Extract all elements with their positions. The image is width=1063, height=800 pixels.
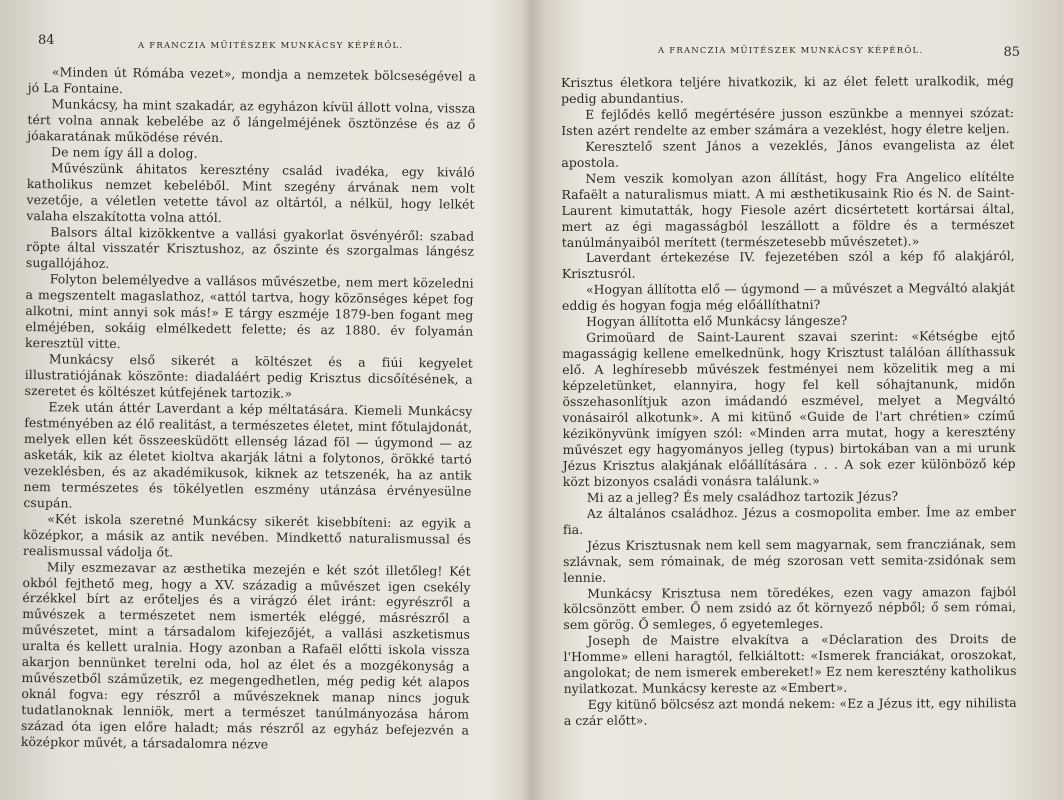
paragraph: Joseph de Maistre elvakítva a «Déclaration des Droits de l'Homme» elleni haragtól, felkiáltott: «Ismerek franciákat, oroszokat, angolokat; de nem ismerek embereket!» Ez nem keresztény katholikus nyilatkozat. Munkácsy kereste az «Embert». [563, 631, 1017, 697]
paragraph: Munkácsy első sikerét a költészet és a fiúi kegyelet illustratiójának köszönte: diadaláért pedig Krisztus dicsőítésének, a szeretet és költészet kútfejének tartozik.» [24, 351, 473, 401]
page-body [561, 73, 1017, 729]
page-body [21, 64, 476, 755]
paragraph: Az általános családhoz. Jézus a cosmopolita ember. Íme az ember fia. [562, 503, 1016, 537]
paragraph: Mily eszmezavar az æsthetika mezején e két szót illetőleg! Két okból fejthető meg, hogy a XV. századig a művészet igen csekély érzékkel bírt az erőteljes és a virágzó élet iránt: egyrészről a művészek a természetet nem ismerték eléggé, másrészről a művészetet, mint a társadalom kifejezőjét, a vallási aszketismus uralta és kellett uralnia. Hogy azonban a Rafaël előtti iskola vissza akarjon bennünket terelni oda, hol az élet és a mozgékonyság a művészetből száműzetik, ez megengedhetlen, még pedig két alapos oknál fogva: egy részről a művészeknek manap nincs joguk tudatlanoknak lenniök, mert a természet tanúlmányozása három század óta igen előre haladt; más részről az egyház befejezvén a középkor művét, a társadalomra nézve [20, 558, 471, 752]
paragraph: Krisztus életkora teljére hivatkozik, ki az élet felett uralkodik, még pedig abundantius. [561, 73, 1015, 106]
paragraph: Grimoüard de Saint-Laurent szavai szerint: «Kétségbe ejtő magasságig kellene emelkednünk, hogy Krisztust találóan állíthassuk elő. A leghíresebb művészek festményei nem közelitik meg a mi képzeletünket, elannyira, hogy fel kell sóhajtanunk, midőn összehasonlítjuk azon imádandó eszmével, melyet a Megváltó vonásairól alkotunk». A mi kitünő «Guide de l'art chrétien» czímű kézikönyvünk imígyen szól: «Minden arra mutat, hogy a keresztény művészet egy hagyományos jelleg (typus) birtokában van a mi urunk Jézus Krisztus alakjának előállítására . . . A sok ezer különböző kép közt bizonyos családi vonásra találunk.» [562, 328, 1016, 489]
right-page [530, 0, 1063, 800]
paragraph: Hogyan állította elő Munkácsy lángesze? [586, 313, 848, 330]
page-number: 84 [38, 33, 55, 48]
paragraph: «Két iskola szeretné Munkácsy sikerét kisebbíteni: az egyik a középkor, a másik az antik nevében. Mindkettő naturalismussal és realismussal vádolja őt. [22, 510, 472, 560]
paragraph: Művészünk áhitatos keresztény család ivadéka, egy kiváló katholikus nemzet kebeléből. Mint szegény árvának nem volt vezetője, a véletlen vetette távol az oltártól, a nélkül, hogy lelkét valaha elszakította volna attól. [26, 159, 475, 225]
running-head: A FRANCZIA MŰITÉSZEK MUNKÁCSY KÉPÉRŐL. [138, 41, 404, 51]
paragraph: E fejlődés kellő megértésére jusson eszünkbe a mennyei szózat: Isten azért rendelte az ember számára a vezeklést, hogy életre keljen. [561, 104, 1015, 138]
left-page [0, 0, 522, 800]
paragraph: Mi az a jelleg? És mely családhoz tartozik Jézus? [586, 488, 899, 505]
paragraph: Keresztelő szent János a vezeklés, János evangelista az élet apostola. [561, 136, 1015, 170]
paragraph: Munkácsy, ha mint szakadár, az egyházon kívül állott volna, vissza tért volna annak kebelébe az ő lángelméjének ösztönzése és az ő jóakaratának működése révén. [27, 96, 476, 145]
paragraph: Laverdant értekezése IV. fejezetében szól a kép fő alakjáról, Krisztusról. [561, 248, 1015, 282]
paragraph: «Minden út Rómába vezet», mondja a nemzetek bölcseségével a jó La Fontaine. [27, 64, 476, 96]
paragraph: Balsors által kizökkentve a vallási gyakorlat ösvényéről: szabad röpte által visszatér Krisztushoz, az őszinte és szorgalmas lángész sugallójához. [25, 223, 475, 272]
paragraph: Egy kitünő bölcsész azt mondá nekem: «Ez a Jézus itt, egy nihilista a czár előtt». [563, 695, 1017, 729]
paragraph: Nem veszik komolyan azon állítást, hogy Fra Angelico elítélte Rafaëlt a naturalismus miatt. A mi æsthetikusaink Rio és N. de Saint-Laurent kimutatták, hogy Fiesole azért dicsértetett kortársai által, mert az égi magasságból leszállott a földre és a természet tanúlmányaiból merített (természetesebb művészetet).» [561, 168, 1015, 250]
paragraph: Munkácsy Krisztusa nem töredékes, ezen vagy amazon fajból kölcsönzött ember. Ő nem zsidó az őt környező népből; ő sem római, sem görög. Ő semleges, ő egyetemleges. [563, 583, 1017, 633]
paragraph: «Hogyan állította elő — úgymond — a művészet a Megváltó alakját eddig és hogyan fogja még előállíthatni? [561, 280, 1015, 314]
page-number: 85 [1003, 45, 1020, 60]
paragraph: Folyton belemélyedve a vallásos művészetbe, nem mert közeledni a megszentelt magaslathoz, «attól tartva, hogy közönséges képet fog alkotni, mint annyi sok más!» E tárgy eszméje 1879-ben fogant meg elméjében, sokáig elmélkedett felette; és az 1880. év folyamán keresztül vitte. [25, 271, 474, 352]
paragraph: Jézus Krisztusnak nem kell sem magyarnak, sem francziának, sem szlávnak, sem rómainak, de még szorosan vett semita-zsidónak sem lennie. [563, 535, 1017, 585]
running-head: A FRANCZIA MŰITÉSZEK MUNKÁCSY KÉPÉRŐL. [658, 46, 924, 56]
paragraph: Ezek után áttér Laverdant a kép méltatására. Kiemeli Munkácsy festményében az élő realitást, a természetes életet, mint főtulajdonát, melyek ellen két összeesküdött ellenség lázad föl — úgymond — az asketák, kik az életet kioltva akarják látni a folytonos, örökké tartó vezeklésben, és az akadémikusok, kiknek az tetszenék, ha az antik nem természetes és tökélyetlen eszmény utánzása érvényesülne csupán. [23, 399, 473, 511]
paragraph: De nem így áll a dolog. [51, 144, 198, 161]
